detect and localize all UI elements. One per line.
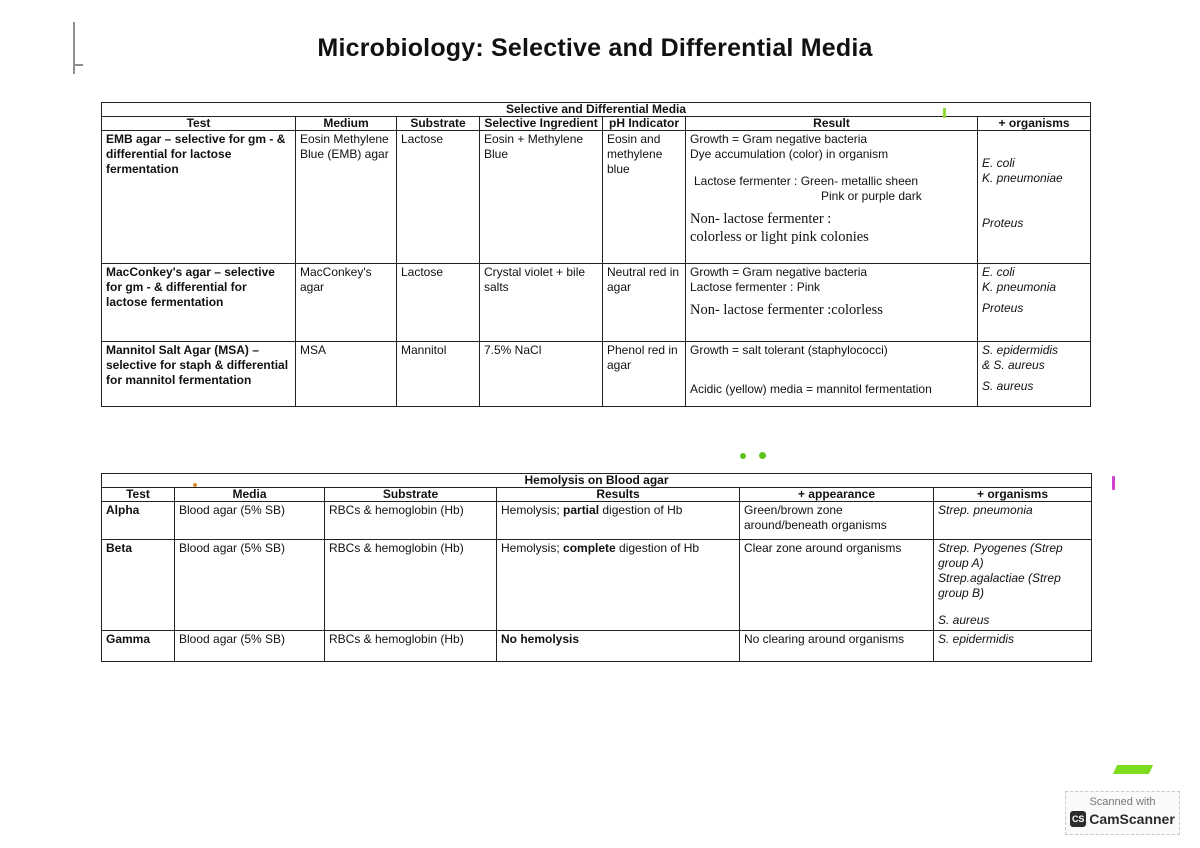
appearance-cell: Clear zone around organisms	[740, 540, 934, 631]
marker-speck	[943, 108, 946, 118]
organism-name: S. epidermidis	[982, 343, 1059, 357]
organism-name: Strep. Pyogenes (Strep group A)	[938, 541, 1063, 570]
test-cell: Mannitol Salt Agar (MSA) – selective for staph & differential for mannitol fermentation	[102, 342, 296, 407]
organisms-cell	[934, 502, 1092, 540]
column-header: Result	[686, 117, 978, 131]
organism-name: S. aureus	[982, 379, 1034, 393]
test-cell: Beta	[102, 540, 175, 631]
substrate-cell: Lactose	[397, 264, 480, 342]
organism-name: S. aureus	[938, 613, 990, 627]
media-cell: Blood agar (5% SB)	[175, 502, 325, 540]
organism-name: K. pneumonia	[982, 280, 1057, 294]
column-header: Test	[102, 117, 296, 131]
test-cell: Alpha	[102, 502, 175, 540]
medium-cell: MacConkey's agar	[296, 264, 397, 342]
appearance-cell: Green/brown zone around/beneath organisms	[740, 502, 934, 540]
table-header-row	[102, 488, 1092, 502]
substrate-cell: Lactose	[397, 131, 480, 264]
table-row-alpha	[102, 502, 1092, 540]
medium-cell: MSA	[296, 342, 397, 407]
column-header: pH Indicator	[603, 117, 686, 131]
result-line: Dye accumulation (color) in organism	[690, 147, 889, 161]
result-line: Lactose fermenter : Pink	[690, 280, 821, 294]
selective-differential-media-table	[101, 102, 1091, 407]
media-cell: Blood agar (5% SB)	[175, 540, 325, 631]
organism-name: Proteus	[982, 216, 1024, 230]
camscanner-logo-icon: CS	[1070, 811, 1086, 827]
column-header: Test	[102, 488, 175, 502]
column-header: + organisms	[978, 117, 1091, 131]
result-line: Lactose fermenter : Green- metallic sheen	[694, 174, 919, 188]
substrate-cell: RBCs & hemoglobin (Hb)	[325, 540, 497, 631]
result-line: Acidic (yellow) media = mannitol fermentation	[690, 382, 932, 396]
column-header: Selective Ingredient	[480, 117, 603, 131]
result-emphasis: partial	[563, 503, 600, 517]
marker-speck	[759, 452, 766, 459]
column-header: Medium	[296, 117, 397, 131]
result-emphasis: complete	[563, 541, 616, 555]
document-title: Microbiology: Selective and Differential Media	[317, 34, 873, 62]
result-line: Non- lactose fermenter :colorless	[690, 302, 883, 318]
result-line: Pink or purple dark	[821, 189, 922, 203]
result-cell	[497, 540, 740, 631]
organism-name: Strep.agalactiae (Strep group B)	[938, 571, 1061, 600]
result-text: digestion of Hb	[599, 503, 683, 517]
appearance-cell: No clearing around organisms	[740, 631, 934, 662]
organism-name: & S. aureus	[982, 358, 1045, 372]
scan-edge-mark	[73, 22, 75, 74]
ingredient-cell: Crystal violet + bile salts	[480, 264, 603, 342]
organism-name: K. pneumoniae	[982, 171, 1063, 185]
organisms-cell	[934, 631, 1092, 662]
watermark-caption: Scanned with	[1089, 796, 1156, 808]
medium-cell: Eosin Methylene Blue (EMB) agar	[296, 131, 397, 264]
table-header-row	[102, 117, 1091, 131]
substrate-cell: Mannitol	[397, 342, 480, 407]
column-header: Results	[497, 488, 740, 502]
test-cell: EMB agar – selective for gm - & differential for lactose fermentation	[102, 131, 296, 264]
test-cell: MacConkey's agar – selective for gm - & differential for lactose fermentation	[102, 264, 296, 342]
substrate-cell: RBCs & hemoglobin (Hb)	[325, 631, 497, 662]
column-header: Media	[175, 488, 325, 502]
table-caption: Hemolysis on Blood agar	[102, 474, 1092, 488]
result-cell	[497, 502, 740, 540]
table-caption: Selective and Differential Media	[102, 103, 1091, 117]
ingredient-cell: 7.5% NaCl	[480, 342, 603, 407]
result-cell	[686, 342, 978, 407]
ph-indicator-cell: Phenol red in agar	[603, 342, 686, 407]
ph-indicator-cell: Eosin and methylene blue	[603, 131, 686, 264]
result-text: Hemolysis;	[501, 503, 564, 517]
result-cell: No hemolysis	[497, 631, 740, 662]
marker-speck	[193, 483, 197, 487]
organism-name: S. epidermidis	[938, 632, 1015, 646]
result-line: Non- lactose fermenter :	[690, 211, 832, 227]
scan-edge-mark	[75, 64, 83, 66]
table-row-macconkey	[102, 264, 1091, 342]
result-text: Hemolysis;	[501, 541, 564, 555]
marker-speck	[740, 453, 746, 459]
column-header: Substrate	[397, 117, 480, 131]
camscanner-watermark	[1065, 791, 1180, 835]
table-row-beta	[102, 540, 1092, 631]
organism-name: Strep. pneumonia	[938, 503, 1033, 517]
organisms-cell	[978, 264, 1091, 342]
table-row-msa	[102, 342, 1091, 407]
ingredient-cell: Eosin + Methylene Blue	[480, 131, 603, 264]
result-line: Growth = Gram negative bacteria	[690, 265, 868, 279]
highlighter-mark	[1113, 765, 1153, 774]
result-line: colorless or light pink colonies	[690, 229, 869, 245]
organisms-cell	[934, 540, 1092, 631]
media-cell: Blood agar (5% SB)	[175, 631, 325, 662]
result-text: digestion of Hb	[615, 541, 700, 555]
column-header: + appearance	[740, 488, 934, 502]
marker-speck	[1112, 476, 1115, 490]
test-cell: Gamma	[102, 631, 175, 662]
column-header: + organisms	[934, 488, 1092, 502]
ph-indicator-cell: Neutral red in agar	[603, 264, 686, 342]
result-line: Growth = salt tolerant (staphylococci)	[690, 343, 888, 357]
watermark-brand: CamScanner	[1089, 811, 1175, 827]
organism-name: Proteus	[982, 301, 1024, 315]
organisms-cell	[978, 342, 1091, 407]
blood-agar-hemolysis-table	[101, 473, 1092, 662]
organism-name: E. coli	[982, 156, 1015, 170]
result-cell	[686, 131, 978, 264]
result-cell	[686, 264, 978, 342]
organism-name: E. coli	[982, 265, 1015, 279]
result-line: Growth = Gram negative bacteria	[690, 132, 868, 146]
table-row-gamma	[102, 631, 1092, 662]
column-header: Substrate	[325, 488, 497, 502]
substrate-cell: RBCs & hemoglobin (Hb)	[325, 502, 497, 540]
organisms-cell	[978, 131, 1091, 264]
table-row-emb	[102, 131, 1091, 264]
